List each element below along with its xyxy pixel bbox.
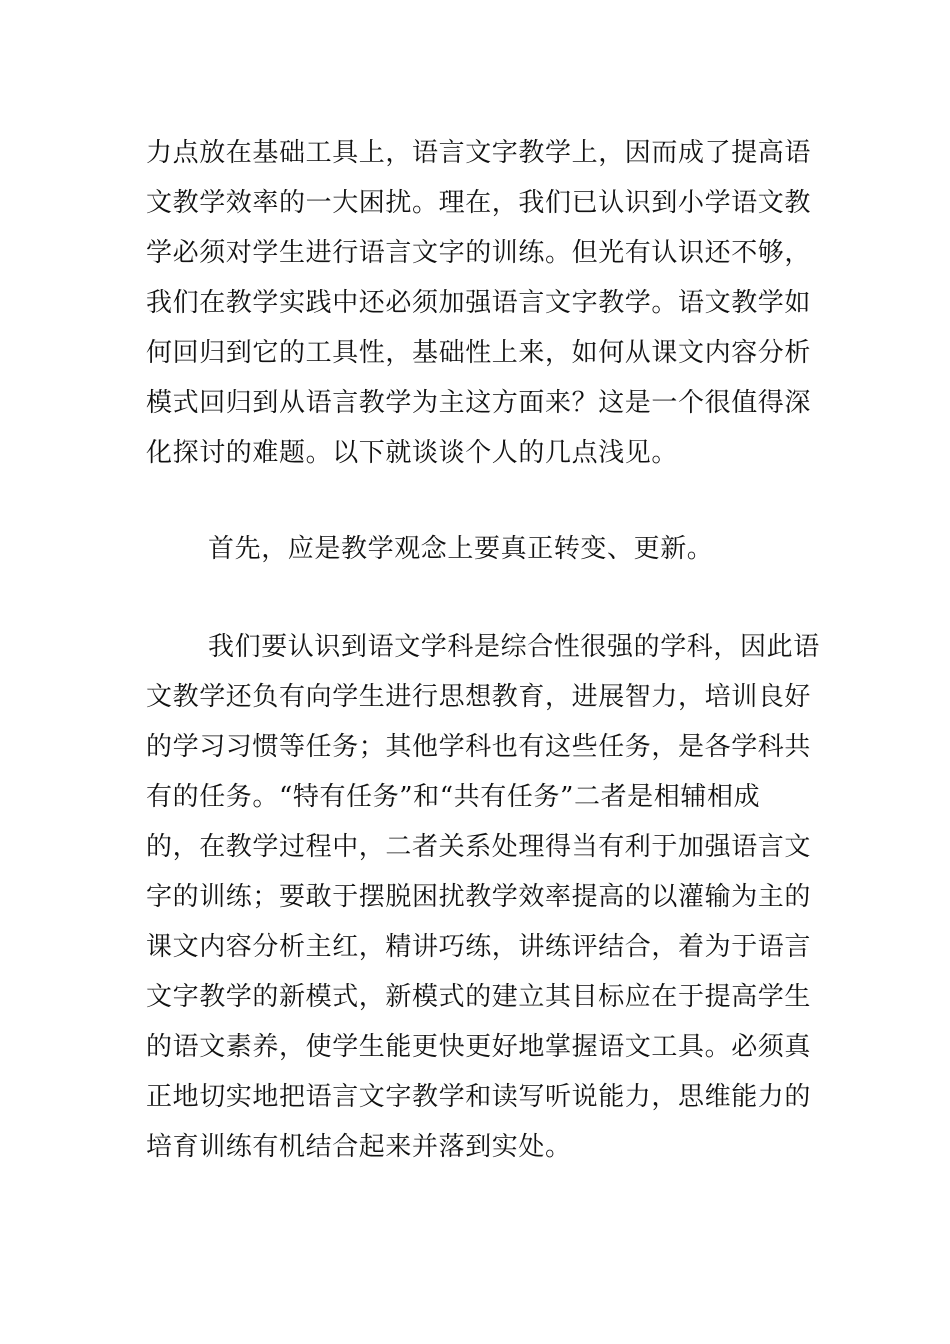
- text-line: 学必须对学生进行语言文字的训练。但光有认识还不够，: [146, 238, 812, 268]
- text-line: 的语文素养，使学生能更快更好地掌握语文工具。必须真: [146, 1032, 812, 1062]
- text-line: 培育训练有机结合起来并落到实处。: [146, 1132, 572, 1162]
- text-line: 字的训练；要敢于摆脱困扰教学效率提高的以灌输为主的: [146, 882, 812, 912]
- text-line: 文教学还负有向学生进行思想教育，进展智力，培训良好: [146, 682, 812, 712]
- paragraph-3: [146, 622, 820, 1172]
- text-line: 文字教学的新模式，新模式的建立其目标应在于提高学生: [146, 982, 812, 1012]
- text-line: 有的任务。“特有任务”和“共有任务”二者是相辅相成: [146, 782, 761, 812]
- text-line: 何回归到它的工具性，基础性上来，如何从课文内容分析: [146, 338, 812, 368]
- text-line: 的学习习惯等任务；其他学科也有这些任务，是各学科共: [146, 732, 812, 762]
- text-line: 力点放在基础工具上，语言文字教学上，因而成了提高语: [146, 138, 812, 168]
- text-line: 我们要认识到语文学科是综合性很强的学科，因此语: [208, 632, 820, 662]
- text-line: 我们在教学实践中还必须加强语言文字教学。语文教学如: [146, 288, 812, 318]
- text-line: 文教学效率的一大困扰。理在，我们已认识到小学语文教: [146, 188, 812, 218]
- text-line: 模式回归到从语言教学为主这方面来？这是一个很值得深: [146, 388, 812, 418]
- text-line: 的，在教学过程中，二者关系处理得当有利于加强语言文: [146, 832, 812, 862]
- text-line: 正地切实地把语言文字教学和读写听说能力，思维能力的: [146, 1082, 812, 1112]
- text-line: 化探讨的难题。以下就谈谈个人的几点浅见。: [146, 438, 679, 468]
- paragraph-1: [146, 128, 810, 478]
- text-line: 课文内容分析主红，精讲巧练，讲练评结合，着为于语言: [146, 932, 812, 962]
- text-line: 首先，应是教学观念上要真正转变、更新。: [208, 534, 714, 564]
- paragraph-2: [146, 524, 810, 574]
